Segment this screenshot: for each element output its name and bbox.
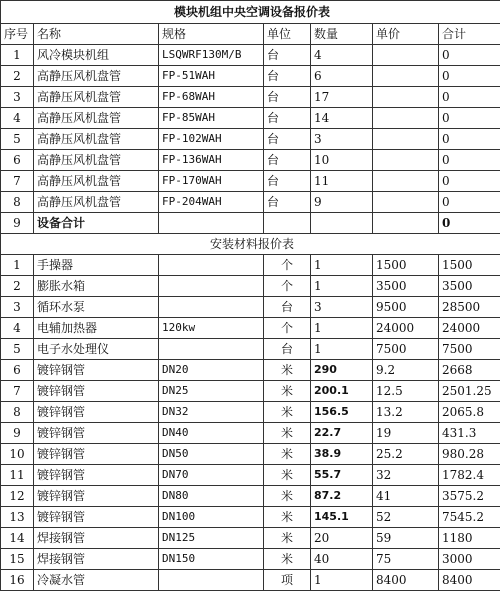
cell-spec: DN70 (159, 465, 264, 486)
cell-unit: 台 (264, 297, 311, 318)
cell-price (373, 150, 439, 171)
cell-price: 25.2 (373, 444, 439, 465)
cell-name: 高静压风机盘管 (34, 87, 159, 108)
cell-seq: 8 (1, 402, 34, 423)
cell-qty: 55.7 (311, 465, 373, 486)
cell-spec (159, 276, 264, 297)
header-seq: 序号 (1, 24, 34, 45)
cell-name: 高静压风机盘管 (34, 192, 159, 213)
cell-qty: 10 (311, 150, 373, 171)
cell-name: 高静压风机盘管 (34, 66, 159, 87)
cell-spec (159, 570, 264, 591)
cell-spec: FP-68WAH (159, 87, 264, 108)
cell-price (373, 129, 439, 150)
cell-price (373, 192, 439, 213)
header-total: 合计 (439, 24, 500, 45)
cell-price: 41 (373, 486, 439, 507)
cell-spec (159, 339, 264, 360)
cell-seq: 9 (1, 213, 34, 234)
cell-total: 24000 (439, 318, 500, 339)
cell-total: 0 (439, 45, 500, 66)
cell-qty: 3 (311, 129, 373, 150)
cell-qty: 87.2 (311, 486, 373, 507)
cell-unit: 台 (264, 66, 311, 87)
cell-name: 风冷模块机组 (34, 45, 159, 66)
cell-name: 镀锌钢管 (34, 381, 159, 402)
cell-total: 980.28 (439, 444, 500, 465)
cell-total: 0 (439, 66, 500, 87)
cell-unit: 台 (264, 192, 311, 213)
equipment-row (1, 108, 500, 129)
cell-spec: DN125 (159, 528, 264, 549)
cell-total: 28500 (439, 297, 500, 318)
cell-unit: 米 (264, 507, 311, 528)
cell-spec: FP-102WAH (159, 129, 264, 150)
cell-total: 431.3 (439, 423, 500, 444)
cell-seq: 6 (1, 360, 34, 381)
cell-unit: 项 (264, 570, 311, 591)
cell-spec: DN25 (159, 381, 264, 402)
cell-name: 焊接钢管 (34, 549, 159, 570)
cell-qty: 4 (311, 45, 373, 66)
cell-seq: 3 (1, 297, 34, 318)
cell-total: 7500 (439, 339, 500, 360)
cell-seq: 8 (1, 192, 34, 213)
cell-qty: 156.5 (311, 402, 373, 423)
cell-price: 8400 (373, 570, 439, 591)
cell-price: 13.2 (373, 402, 439, 423)
equipment-row (1, 129, 500, 150)
cell-qty: 17 (311, 87, 373, 108)
cell-unit (264, 213, 311, 234)
equipment-row (1, 150, 500, 171)
cell-seq: 1 (1, 45, 34, 66)
cell-price: 7500 (373, 339, 439, 360)
cell-total: 1782.4 (439, 465, 500, 486)
cell-seq: 2 (1, 276, 34, 297)
cell-total: 2501.25 (439, 381, 500, 402)
cell-unit: 个 (264, 255, 311, 276)
install-row (1, 528, 500, 549)
cell-unit: 米 (264, 444, 311, 465)
cell-total: 8400 (439, 570, 500, 591)
cell-qty: 1 (311, 570, 373, 591)
header-qty: 数量 (311, 24, 373, 45)
equipment-row (1, 171, 500, 192)
header-row (1, 24, 500, 45)
install-row (1, 570, 500, 591)
cell-qty: 145.1 (311, 507, 373, 528)
header-price: 单价 (373, 24, 439, 45)
cell-spec: DN100 (159, 507, 264, 528)
cell-total: 2668 (439, 360, 500, 381)
cell-name: 膨胀水箱 (34, 276, 159, 297)
cell-spec: LSQWRF130M/B (159, 45, 264, 66)
cell-spec: FP-170WAH (159, 171, 264, 192)
cell-unit: 米 (264, 402, 311, 423)
cell-price: 24000 (373, 318, 439, 339)
cell-price (373, 171, 439, 192)
cell-name: 镀锌钢管 (34, 444, 159, 465)
cell-name: 高静压风机盘管 (34, 129, 159, 150)
cell-total: 3575.2 (439, 486, 500, 507)
cell-unit: 个 (264, 276, 311, 297)
install-row (1, 255, 500, 276)
cell-price: 52 (373, 507, 439, 528)
cell-total: 2065.8 (439, 402, 500, 423)
cell-qty: 40 (311, 549, 373, 570)
cell-unit: 个 (264, 318, 311, 339)
cell-price (373, 45, 439, 66)
cell-seq: 15 (1, 549, 34, 570)
cell-spec (159, 213, 264, 234)
cell-total: 0 (439, 87, 500, 108)
header-spec: 规格 (159, 24, 264, 45)
cell-price: 9500 (373, 297, 439, 318)
cell-price (373, 108, 439, 129)
cell-unit: 米 (264, 528, 311, 549)
cell-qty: 290 (311, 360, 373, 381)
equipment-row (1, 87, 500, 108)
cell-seq: 13 (1, 507, 34, 528)
cell-unit: 米 (264, 381, 311, 402)
cell-price: 1500 (373, 255, 439, 276)
cell-name: 镀锌钢管 (34, 465, 159, 486)
cell-qty: 200.1 (311, 381, 373, 402)
cell-spec: DN32 (159, 402, 264, 423)
cell-qty: 11 (311, 171, 373, 192)
install-row (1, 360, 500, 381)
cell-price (373, 66, 439, 87)
cell-price: 59 (373, 528, 439, 549)
cell-qty: 20 (311, 528, 373, 549)
install-row (1, 339, 500, 360)
cell-seq: 11 (1, 465, 34, 486)
cell-spec: DN150 (159, 549, 264, 570)
cell-price: 32 (373, 465, 439, 486)
cell-seq: 9 (1, 423, 34, 444)
header-name: 名称 (34, 24, 159, 45)
cell-spec: FP-85WAH (159, 108, 264, 129)
cell-total: 3500 (439, 276, 500, 297)
cell-seq: 7 (1, 171, 34, 192)
cell-spec: 120kw (159, 318, 264, 339)
equipment-total-row (1, 213, 500, 234)
cell-seq: 5 (1, 339, 34, 360)
cell-total: 0 (439, 129, 500, 150)
install-row (1, 402, 500, 423)
cell-name: 循环水泵 (34, 297, 159, 318)
cell-unit: 台 (264, 129, 311, 150)
cell-seq: 14 (1, 528, 34, 549)
install-row (1, 276, 500, 297)
cell-name: 镀锌钢管 (34, 402, 159, 423)
cell-seq: 12 (1, 486, 34, 507)
cell-unit: 米 (264, 465, 311, 486)
cell-unit: 台 (264, 108, 311, 129)
cell-name: 冷凝水管 (34, 570, 159, 591)
cell-spec: FP-51WAH (159, 66, 264, 87)
cell-name: 镀锌钢管 (34, 423, 159, 444)
sheet-title: 模块机组中央空调设备报价表 (1, 1, 500, 24)
install-row (1, 549, 500, 570)
cell-unit: 台 (264, 87, 311, 108)
cell-spec: DN20 (159, 360, 264, 381)
quotation-table-body (1, 1, 500, 591)
cell-qty: 1 (311, 339, 373, 360)
cell-qty: 1 (311, 318, 373, 339)
cell-total: 1500 (439, 255, 500, 276)
cell-qty (311, 213, 373, 234)
equipment-total-label: 设备合计 (34, 213, 159, 234)
cell-qty: 38.9 (311, 444, 373, 465)
cell-seq: 5 (1, 129, 34, 150)
install-row (1, 297, 500, 318)
cell-seq: 2 (1, 66, 34, 87)
cell-seq: 1 (1, 255, 34, 276)
cell-price: 19 (373, 423, 439, 444)
cell-seq: 3 (1, 87, 34, 108)
cell-spec (159, 297, 264, 318)
cell-seq: 4 (1, 318, 34, 339)
cell-unit: 米 (264, 360, 311, 381)
cell-spec: DN50 (159, 444, 264, 465)
cell-spec: FP-136WAH (159, 150, 264, 171)
cell-qty: 14 (311, 108, 373, 129)
cell-price (373, 87, 439, 108)
install-row (1, 318, 500, 339)
cell-spec: FP-204WAH (159, 192, 264, 213)
cell-name: 高静压风机盘管 (34, 108, 159, 129)
cell-spec: DN80 (159, 486, 264, 507)
cell-unit: 台 (264, 150, 311, 171)
cell-unit: 台 (264, 45, 311, 66)
cell-name: 高静压风机盘管 (34, 171, 159, 192)
install-row (1, 444, 500, 465)
install-row (1, 423, 500, 444)
cell-unit: 米 (264, 549, 311, 570)
cell-total: 0 (439, 171, 500, 192)
cell-seq: 6 (1, 150, 34, 171)
cell-name: 镀锌钢管 (34, 486, 159, 507)
cell-price: 12.5 (373, 381, 439, 402)
install-row (1, 381, 500, 402)
title-row (1, 1, 500, 24)
cell-spec: DN40 (159, 423, 264, 444)
cell-qty: 3 (311, 297, 373, 318)
cell-name: 镀锌钢管 (34, 360, 159, 381)
cell-unit: 台 (264, 339, 311, 360)
cell-qty: 9 (311, 192, 373, 213)
cell-seq: 10 (1, 444, 34, 465)
cell-spec (159, 255, 264, 276)
equipment-row (1, 192, 500, 213)
cell-price (373, 213, 439, 234)
cell-qty: 6 (311, 66, 373, 87)
cell-name: 镀锌钢管 (34, 507, 159, 528)
cell-qty: 22.7 (311, 423, 373, 444)
cell-total: 0 (439, 150, 500, 171)
equipment-total-value: 0 (439, 213, 500, 234)
cell-name: 手操器 (34, 255, 159, 276)
install-row (1, 486, 500, 507)
install-row (1, 465, 500, 486)
cell-total: 7545.2 (439, 507, 500, 528)
cell-seq: 7 (1, 381, 34, 402)
cell-total: 3000 (439, 549, 500, 570)
cell-name: 焊接钢管 (34, 528, 159, 549)
equipment-row (1, 66, 500, 87)
cell-unit: 米 (264, 423, 311, 444)
cell-qty: 1 (311, 255, 373, 276)
header-unit: 单位 (264, 24, 311, 45)
cell-name: 高静压风机盘管 (34, 150, 159, 171)
install-section-title: 安装材料报价表 (1, 234, 500, 255)
cell-qty: 1 (311, 276, 373, 297)
install-section-row (1, 234, 500, 255)
cell-unit: 台 (264, 171, 311, 192)
cell-total: 1180 (439, 528, 500, 549)
cell-seq: 16 (1, 570, 34, 591)
cell-total: 0 (439, 192, 500, 213)
equipment-row (1, 45, 500, 66)
cell-seq: 4 (1, 108, 34, 129)
cell-name: 电辅加热器 (34, 318, 159, 339)
cell-unit: 米 (264, 486, 311, 507)
cell-price: 3500 (373, 276, 439, 297)
cell-total: 0 (439, 108, 500, 129)
cell-price: 75 (373, 549, 439, 570)
cell-name: 电子水处理仪 (34, 339, 159, 360)
install-row (1, 507, 500, 528)
cell-price: 9.2 (373, 360, 439, 381)
